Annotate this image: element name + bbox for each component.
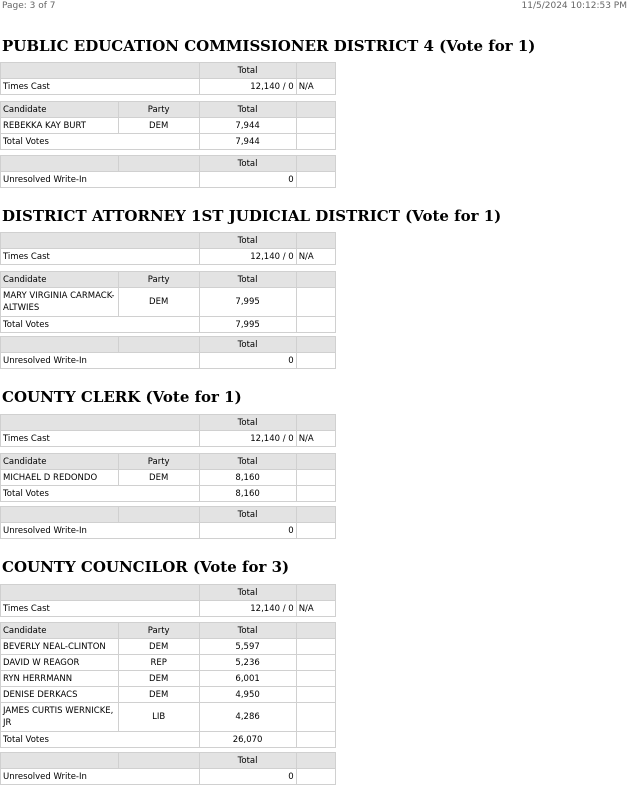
total-header: Total <box>199 415 296 431</box>
unresolved-label: Unresolved Write-In <box>1 172 200 188</box>
candidate-votes: 8,160 <box>199 470 296 486</box>
total-header: Total <box>199 63 296 79</box>
candidate-name: DAVID W REAGOR <box>1 655 119 671</box>
candidate-votes: 4,286 <box>199 703 296 732</box>
total-header: Total <box>199 102 296 118</box>
times-cast-table <box>0 232 336 265</box>
times-cast-value: 12,140 / 0 <box>199 79 296 95</box>
candidate-votes: 7,995 <box>199 288 296 317</box>
write-in-table <box>0 506 336 539</box>
unresolved-value: 0 <box>199 353 296 369</box>
times-cast-table <box>0 414 336 447</box>
unresolved-value: 0 <box>199 769 296 785</box>
candidate-table <box>0 101 336 150</box>
candidate-party: DEM <box>118 470 199 486</box>
party-header: Party <box>118 272 199 288</box>
total-header: Total <box>199 454 296 470</box>
candidate-party: DEM <box>118 671 199 687</box>
unresolved-label: Unresolved Write-In <box>1 769 200 785</box>
total-header: Total <box>199 156 296 172</box>
candidate-party: LIB <box>118 703 199 732</box>
candidate-name: DENISE DERKACS <box>1 687 119 703</box>
candidate-votes: 5,236 <box>199 655 296 671</box>
race-title: DISTRICT ATTORNEY 1ST JUDICIAL DISTRICT (Vote for 1) <box>2 207 502 225</box>
total-header: Total <box>199 272 296 288</box>
na-label: N/A <box>296 431 335 447</box>
na-label: N/A <box>296 601 335 617</box>
candidate-row <box>1 118 336 134</box>
report-datetime: 11/5/2024 10:12:53 PM <box>521 1 627 11</box>
candidate-table <box>0 453 336 502</box>
times-cast-value: 12,140 / 0 <box>199 601 296 617</box>
total-header: Total <box>199 753 296 769</box>
party-header: Party <box>118 623 199 639</box>
candidate-row <box>1 671 336 687</box>
total-votes-label: Total Votes <box>1 486 200 502</box>
times-cast-label: Times Cast <box>1 431 200 447</box>
total-header: Total <box>199 623 296 639</box>
page-number: Page: 3 of 7 <box>2 1 56 11</box>
times-cast-table <box>0 62 336 95</box>
total-votes-value: 8,160 <box>199 486 296 502</box>
total-votes-value: 26,070 <box>199 732 296 748</box>
times-cast-table <box>0 584 336 617</box>
total-votes-label: Total Votes <box>1 317 200 333</box>
candidate-votes: 4,950 <box>199 687 296 703</box>
unresolved-label: Unresolved Write-In <box>1 523 200 539</box>
total-header: Total <box>199 507 296 523</box>
candidate-row <box>1 655 336 671</box>
unresolved-value: 0 <box>199 523 296 539</box>
times-cast-label: Times Cast <box>1 79 200 95</box>
candidate-table <box>0 622 336 748</box>
candidate-votes: 5,597 <box>199 639 296 655</box>
candidate-party: DEM <box>118 639 199 655</box>
candidate-name: JAMES CURTIS WERNICKE, JR <box>1 703 119 732</box>
write-in-table <box>0 155 336 188</box>
total-header: Total <box>199 337 296 353</box>
candidate-party: DEM <box>118 687 199 703</box>
unresolved-label: Unresolved Write-In <box>1 353 200 369</box>
candidate-row <box>1 687 336 703</box>
times-cast-label: Times Cast <box>1 249 200 265</box>
candidate-name: MICHAEL D REDONDO <box>1 470 119 486</box>
race-title: PUBLIC EDUCATION COMMISSIONER DISTRICT 4 (Vote for 1) <box>2 37 536 55</box>
total-header: Total <box>199 585 296 601</box>
candidate-header: Candidate <box>1 454 119 470</box>
candidate-name: REBEKKA KAY BURT <box>1 118 119 134</box>
candidate-name: BEVERLY NEAL-CLINTON <box>1 639 119 655</box>
candidate-party: REP <box>118 655 199 671</box>
candidate-party: DEM <box>118 118 199 134</box>
total-votes-label: Total Votes <box>1 134 200 150</box>
candidate-row <box>1 703 336 732</box>
candidate-row <box>1 639 336 655</box>
candidate-header: Candidate <box>1 272 119 288</box>
race-title: COUNTY COUNCILOR (Vote for 3) <box>2 558 290 576</box>
candidate-name: MARY VIRGINIA CARMACK-ALTWIES <box>1 288 119 317</box>
write-in-table <box>0 336 336 369</box>
candidate-votes: 7,944 <box>199 118 296 134</box>
candidate-header: Candidate <box>1 623 119 639</box>
total-votes-value: 7,944 <box>199 134 296 150</box>
times-cast-value: 12,140 / 0 <box>199 431 296 447</box>
candidate-party: DEM <box>118 288 199 317</box>
total-votes-value: 7,995 <box>199 317 296 333</box>
candidate-table <box>0 271 336 333</box>
times-cast-label: Times Cast <box>1 601 200 617</box>
candidate-row <box>1 470 336 486</box>
candidate-row <box>1 288 336 317</box>
write-in-table <box>0 752 336 785</box>
candidate-header: Candidate <box>1 102 119 118</box>
candidate-name: RYN HERRMANN <box>1 671 119 687</box>
party-header: Party <box>118 102 199 118</box>
party-header: Party <box>118 454 199 470</box>
total-votes-label: Total Votes <box>1 732 200 748</box>
times-cast-value: 12,140 / 0 <box>199 249 296 265</box>
unresolved-value: 0 <box>199 172 296 188</box>
candidate-votes: 6,001 <box>199 671 296 687</box>
na-label: N/A <box>296 249 335 265</box>
total-header: Total <box>199 233 296 249</box>
race-title: COUNTY CLERK (Vote for 1) <box>2 388 242 406</box>
na-label: N/A <box>296 79 335 95</box>
